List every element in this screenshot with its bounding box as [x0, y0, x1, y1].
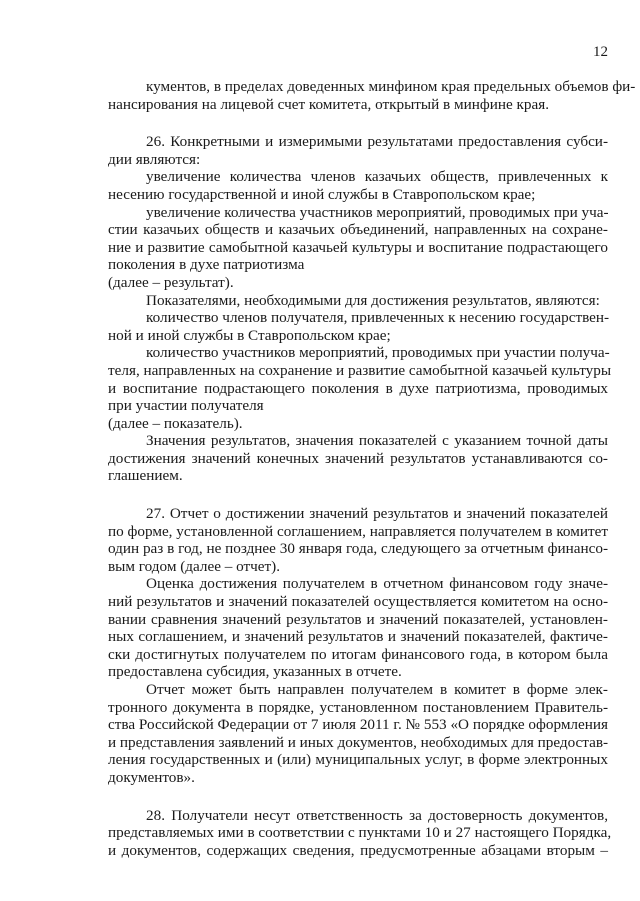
text-line: ных соглашением, и значений результатов и значений показателей, фактиче- — [108, 628, 608, 646]
paragraph — [108, 344, 612, 415]
text-line: документов». — [108, 768, 195, 786]
text-line: и воспитание подрастающего поколения в духе патриотизма, проводимых — [108, 379, 608, 397]
text-line: стии казачьих обществ и казачьих объединений, направленных на сохране- — [108, 221, 608, 239]
text-line: (далее – показатель). — [108, 414, 243, 432]
text-line: нансирования на лицевой счет комитета, открытый в минфине края. — [108, 95, 549, 113]
text-line: увеличение количества членов казачьих обществ, привлеченных к — [146, 168, 608, 186]
paragraph-gap — [108, 787, 608, 807]
text-line: 27. Отчет о достижении значений результатов и значений показателей — [146, 505, 608, 523]
text-line: достижения значений конечных значений результатов устанавливаются со- — [108, 449, 608, 467]
text-line: по форме, установленной соглашением, направляется получателем в комитет — [108, 522, 608, 540]
text-line: ний результатов и значений показателей осуществляется комитетом на осно- — [108, 593, 608, 611]
text-line: количество членов получателя, привлеченных к несению государствен- — [146, 309, 610, 327]
text-line: поколения в духе патриотизма — [108, 256, 305, 274]
text-line: 28. Получатели несут ответственность за достоверность документов, — [146, 806, 608, 824]
text-line: ства Российской Федерации от 7 июля 2011 г. № 553 «О порядке оформления — [108, 716, 608, 734]
text-line: ления государственных и (или) муниципальных услуг, в форме электронных — [108, 751, 608, 769]
text-line: ние и развитие самобытной казачьей культуры и воспитание подрастающего — [108, 238, 608, 256]
paragraph — [108, 204, 608, 274]
text-line: и представления заявлений и иных документов, необходимых для предостав- — [108, 733, 609, 751]
paragraph — [108, 681, 608, 787]
paragraph-gap — [108, 113, 608, 133]
text-line: вым годом (далее – отчет). — [108, 557, 281, 575]
paragraph — [108, 415, 608, 433]
paragraph — [108, 292, 608, 310]
text-line: предоставлена субсидия, указанных в отчете. — [108, 663, 402, 681]
paragraph — [108, 133, 608, 168]
text-line: 26. Конкретными и измеримыми результатами предоставления субси- — [146, 133, 608, 151]
text-line: ски достигнутых получателем по итогам финансового года, в котором была — [108, 645, 608, 663]
text-line: Показателями, необходимыми для достижения результатов, являются: — [146, 291, 600, 309]
text-line: дии являются: — [108, 150, 201, 168]
paragraph — [108, 806, 612, 860]
text-line: и документов, содержащих сведения, предусмотренные абзацами вторым – — [108, 841, 608, 859]
text-line: (далее – результат). — [108, 273, 234, 291]
paragraph — [108, 78, 636, 113]
text-line: Значения результатов, значения показателей с указанием точной даты — [146, 432, 608, 450]
paragraph — [108, 309, 608, 344]
paragraph — [108, 432, 608, 485]
text-line: Оценка достижения получателем в отчетном финансовом году значе- — [146, 575, 608, 593]
text-line: ной и иной службы в Ставропольском крае; — [108, 326, 391, 344]
paragraph — [108, 505, 608, 575]
text-line: количество участников мероприятий, проводимых при участии получа- — [146, 344, 610, 362]
text-line: теля, направленных на сохранение и развитие самобытной казачьей культуры — [108, 361, 612, 379]
text-line: несению государственной и иной службы в Ставропольском крае; — [108, 185, 536, 203]
text-line: увеличение количества участников мероприятий, проводимых при уча- — [146, 203, 609, 221]
text-line: вании сравнения значений результатов и значений показателей, установлен- — [108, 610, 608, 628]
document-body — [108, 78, 636, 859]
text-line: Отчет может быть направлен получателем в комитет в форме элек- — [146, 681, 608, 698]
text-line: глашением. — [108, 467, 183, 485]
text-line: тронного документа в порядке, установленном постановлением Правитель- — [108, 698, 608, 716]
text-line: один раз в год, не позднее 30 января года, следующего за отчетным финансо- — [108, 540, 608, 558]
paragraph — [108, 274, 608, 292]
page-number: 12 — [593, 44, 608, 60]
paragraph-gap — [108, 485, 608, 505]
paragraph — [108, 168, 608, 203]
text-line: кументов, в пределах доведенных минфином края предельных объемов фи- — [146, 78, 636, 95]
paragraph — [108, 575, 608, 681]
text-line: представляемых ими в соответствии с пунктами 10 и 27 настоящего Порядка, — [108, 824, 612, 842]
text-line: при участии получателя — [108, 397, 264, 415]
